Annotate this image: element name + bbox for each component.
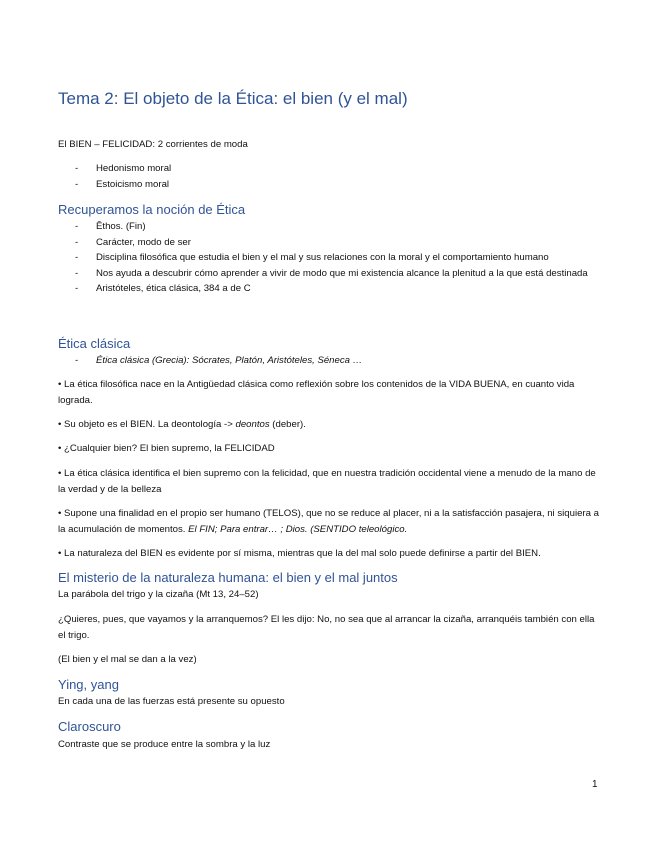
bullet-bien-supremo: • La ética clásica identifica el bien supremo con la felicidad, que en nuestra tradición occidental viene a menudo de la mano de la verdad y de la belleza bbox=[58, 468, 596, 495]
bullet-naturaleza-bien: • La naturaleza del BIEN es evidente por sí misma, mientras que la del mal solo puede definirse a partir del BIEN. bbox=[58, 548, 541, 559]
list-item: - Carácter, modo de ser bbox=[75, 236, 191, 248]
nocion-list bbox=[58, 219, 603, 297]
etica-clasica-list bbox=[58, 353, 603, 369]
list-item: - Estoicismo moral bbox=[75, 178, 170, 190]
section-heading-nocion: Recuperamos la noción de Ética bbox=[58, 202, 246, 217]
list-item: - Ética clásica (Grecia): Sócrates, Platón, Aristóteles, Séneca … bbox=[75, 355, 363, 366]
bien-mal-note: (El bien y el mal se dan a la vez) bbox=[58, 654, 197, 665]
list-item: - Disciplina filosófica que estudia el bien y el mal y sus relaciones con la moral y el comportamiento humano bbox=[75, 252, 549, 263]
bullet-objeto-bien: • Su objeto es el BIEN. La deontología -> deontos (deber). bbox=[58, 419, 306, 430]
list-item: - Aristóteles, ética clásica, 384 a de C bbox=[75, 283, 251, 294]
section-heading-misterio: El misterio de la naturaleza humana: el bien y el mal juntos bbox=[58, 570, 398, 585]
corrientes-list bbox=[58, 161, 603, 192]
intro-line: El BIEN – FELICIDAD: 2 corrientes de moda bbox=[58, 139, 248, 150]
list-item: - Hedonismo moral bbox=[75, 163, 172, 174]
parabola-line: La parábola del trigo y la cizaña (Mt 13, 24–52) bbox=[58, 589, 259, 600]
bullet-vida-buena: • La ética filosófica nace en la Antigüedad clásica como reflexión sobre los contenidos de la VIDA BUENA, en cuanto vida lograda. bbox=[58, 379, 575, 406]
parabola-quote: ¿Quieres, pues, que vayamos y la arranquemos? El les dijo: No, no sea que al arrancar la cizaña, arranquéis también con ella el trigo. bbox=[58, 614, 595, 641]
ying-yang-text: En cada una de las fuerzas está presente su opuesto bbox=[58, 696, 285, 707]
section-heading-claroscuro: Claroscuro bbox=[58, 719, 121, 734]
list-item: - Êthos. (Fin) bbox=[75, 221, 146, 232]
claroscuro-text: Contraste que se produce entre la sombra y la luz bbox=[58, 739, 271, 750]
section-heading-ying-yang: Ying, yang bbox=[58, 677, 119, 692]
list-item: - Nos ayuda a descubrir cómo aprender a vivir de modo que mi existencia alcance la plenitud a la que está destinada bbox=[75, 267, 588, 279]
bullet-felicidad: • ¿Cualquier bien? El bien supremo, la FELICIDAD bbox=[58, 443, 275, 454]
page-title: Tema 2: El objeto de la Ética: el bien (y el mal) bbox=[58, 89, 408, 108]
page-number: 1 bbox=[592, 779, 598, 790]
bullet-telos: • Supone una finalidad en el propio ser humano (TELOS), que no se reduce al placer, ni a la satisfacción pasajera, ni siquiera a la acumulación de momentos. El FIN; Para entrar… ; Dios. (SENTIDO teleológico. bbox=[58, 508, 599, 535]
section-heading-etica-clasica: Ética clásica bbox=[58, 336, 131, 351]
